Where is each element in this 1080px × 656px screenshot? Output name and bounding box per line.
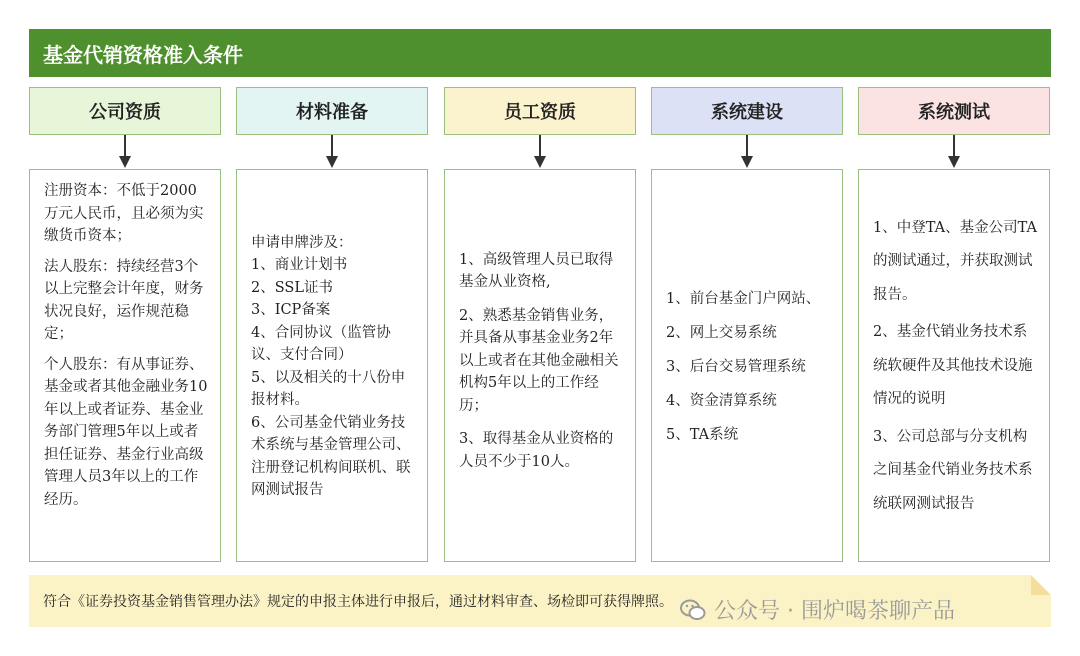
column-body bbox=[29, 169, 221, 562]
diagram-title: 基金代销资格准入条件 bbox=[29, 29, 1051, 77]
column-paragraph: 注册资本：不低于2000万元人民币，且必须为实缴货币资本； bbox=[44, 183, 204, 244]
column-paragraph: 5、以及相关的十八份申报材料。 bbox=[251, 369, 406, 408]
column-body bbox=[651, 169, 843, 562]
watermark bbox=[680, 594, 955, 625]
down-arrow-icon bbox=[444, 135, 636, 169]
column-body bbox=[444, 169, 636, 562]
column-paragraph: 4、合同协议（监管协议、支付合同） bbox=[251, 324, 391, 363]
column-paragraph: 1、前台基金门户网站、 bbox=[666, 290, 821, 307]
column-materials bbox=[236, 87, 428, 562]
column-paragraph: 法人股东：持续经营3个以上完整会计年度，财务状况良好，运作规范稳定； bbox=[44, 258, 204, 342]
column-company-qualification bbox=[29, 87, 221, 562]
wechat-icon bbox=[680, 597, 706, 623]
down-arrow-icon bbox=[858, 135, 1050, 169]
column-header: 系统建设 bbox=[651, 87, 843, 135]
column-paragraph: 申请申牌涉及： bbox=[251, 234, 353, 251]
column-paragraph: 3、取得基金从业资格的人员不少于10人。 bbox=[459, 431, 614, 470]
footer-text: 符合《证券投资基金销售管理办法》规定的申报主体进行申报后，通过材料审查、场检即可获得牌照。 bbox=[43, 594, 673, 610]
down-arrow-icon bbox=[651, 135, 843, 169]
column-paragraph: 6、公司基金代销业务技术系统与基金管理公司、注册登记机构间联机、联网测试报告 bbox=[251, 414, 411, 498]
column-paragraph: 3、后台交易管理系统 bbox=[666, 358, 806, 375]
column-paragraph: 3、ICP备案 bbox=[251, 302, 331, 318]
column-paragraph: 4、资金清算系统 bbox=[666, 392, 777, 409]
column-system-testing bbox=[858, 87, 1050, 562]
column-staff-qualification bbox=[444, 87, 636, 562]
column-body bbox=[858, 169, 1050, 562]
column-paragraph: 2、网上交易系统 bbox=[666, 324, 777, 341]
column-paragraph: 3、公司总部与分支机构之间基金代销业务技术系统联网测试报告 bbox=[873, 428, 1033, 512]
column-paragraph: 1、高级管理人员已取得基金从业资格, bbox=[459, 251, 614, 291]
column-paragraph: 5、TA系统 bbox=[666, 426, 739, 443]
column-paragraph: 2、基金代销业务技术系统软硬件及其他技术设施情况的说明 bbox=[873, 324, 1033, 408]
column-header: 公司资质 bbox=[29, 87, 221, 135]
column-body bbox=[236, 169, 428, 562]
column-paragraph: 1、中登TA、基金公司TA的测试通过，并获取测试报告。 bbox=[873, 219, 1037, 303]
column-system-construction bbox=[651, 87, 843, 562]
column-paragraph: 2、熟悉基金销售业务，并具备从事基金业务2年以上或者在其他金融相关机构5年以上的工作经历； bbox=[459, 307, 619, 414]
column-header: 系统测试 bbox=[858, 87, 1050, 135]
column-header: 材料准备 bbox=[236, 87, 428, 135]
page-fold-corner bbox=[1031, 575, 1051, 595]
column-paragraph: 1、商业计划书 bbox=[251, 257, 348, 273]
watermark-text: 公众号 · 围炉喝茶聊产品 bbox=[714, 599, 955, 624]
column-paragraph: 个人股东：有从事证券、基金或者其他金融业务10年以上或者证券、基金业务部门管理5年以上或者担任证券、基金行业高级管理人员3年以上的工作经历。 bbox=[44, 356, 208, 508]
down-arrow-icon bbox=[236, 135, 428, 169]
column-paragraph: 2、SSL证书 bbox=[251, 279, 333, 296]
column-header: 员工资质 bbox=[444, 87, 636, 135]
down-arrow-icon bbox=[29, 135, 221, 169]
